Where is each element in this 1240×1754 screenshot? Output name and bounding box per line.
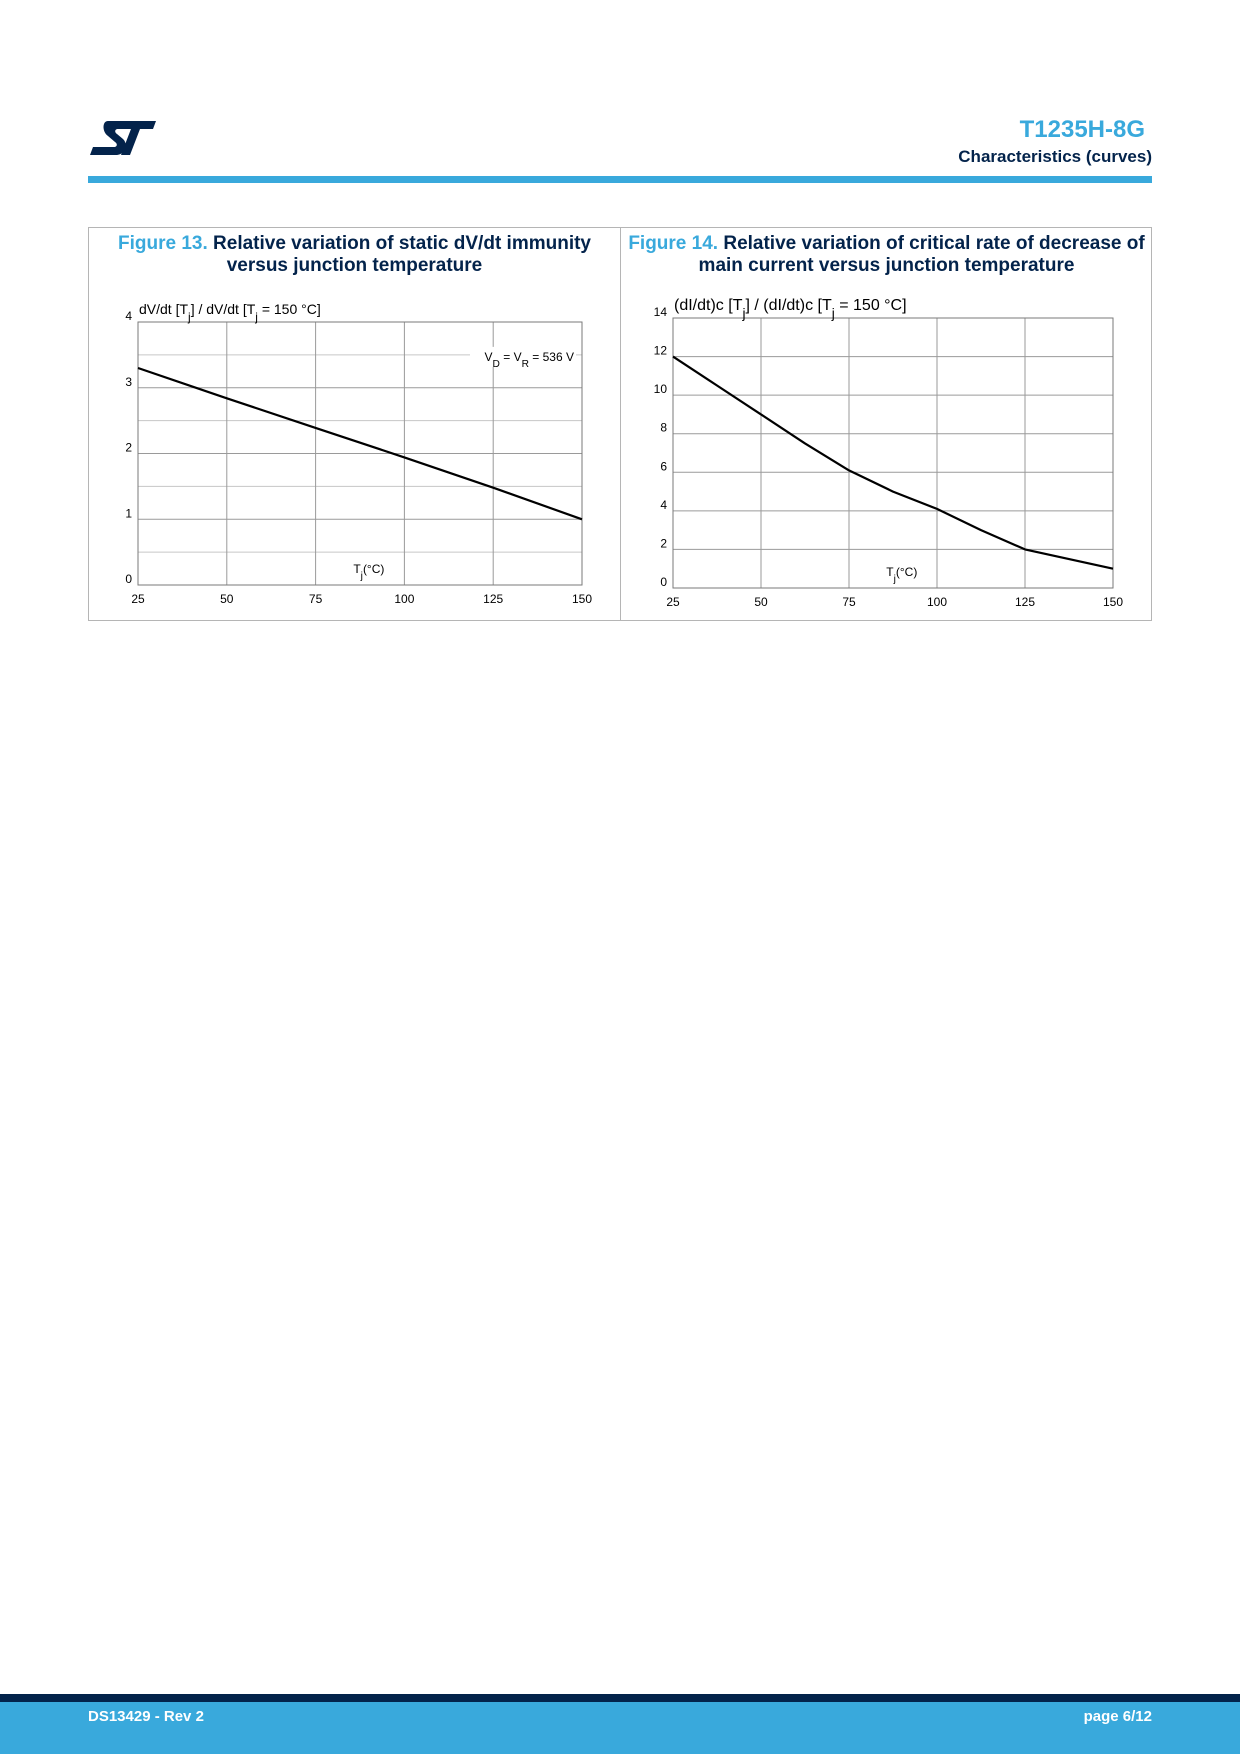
x-axis-label: $T_j(^\circ C)$ [886,565,918,585]
x-tick-label: 125 [1014,595,1036,609]
data-line [138,368,582,519]
y-tick-label: 6 [660,459,667,474]
x-tick-label: 150 [571,592,593,606]
data-line [673,357,1113,569]
x-tick-label: 50 [754,595,768,609]
x-tick-label: 100 [394,592,415,606]
x-tick-label: 150 [1102,595,1124,609]
y-tick-label: 4 [660,497,667,512]
y-tick-label: 10 [653,382,667,397]
figure-13-number: Figure 13. [118,233,208,254]
st-logo [88,118,158,158]
plot-frame [673,318,1113,588]
header-rule [88,176,1152,183]
figures-panel [88,227,1152,621]
x-tick-label: 75 [842,595,856,609]
y-tick-label: 2 [660,536,667,551]
x-tick-label: 75 [308,592,323,606]
y-tick-label: 4 [125,309,132,323]
y-tick-label: 12 [653,343,667,358]
footer-page-number: page 6/12 [1083,1708,1152,1725]
figure-14-title: Relative variation of critical rate of decrease of main current versus junction temperature [698,233,1145,276]
y-tick-label: 0 [660,575,667,589]
y-tick-label: 8 [660,420,667,435]
figure-13-title: Relative variation of static dV/dt immunity versus junction temperature [213,233,591,276]
section-title: Characteristics (curves) [958,147,1152,166]
y-axis-label: dV/dt $[T_j] / dV/dt$ [$T_j = 150$ °C] [139,301,321,324]
figure-14-number: Figure 14. [628,233,719,254]
x-tick-label: 100 [926,595,948,609]
y-tick-label: 14 [653,305,667,319]
x-tick-label: 25 [131,592,145,606]
y-axis-label: (dI/dt)c $[T_j] / (dI/dt)c$ [$T_j = 150$ °C] [674,297,907,321]
x-axis-label: $T_j(^\circ C)$ [353,562,385,582]
x-tick-label: 50 [220,592,234,606]
figure-14-chart [621,228,1152,620]
annotation-label: $V_D = V_R = 536$ V [484,349,574,370]
document-title: T1235H-8G [1019,116,1145,143]
y-tick-label: 2 [125,440,132,455]
y-tick-label: 3 [125,374,132,389]
y-tick-label: 0 [125,572,132,586]
footer-rule [0,1694,1240,1702]
x-tick-label: 125 [483,592,504,606]
y-tick-label: 1 [125,506,132,521]
footer-doc-id: DS13429 - Rev 2 [88,1708,204,1725]
figure-13-chart [89,228,620,620]
x-tick-label: 25 [666,595,680,609]
